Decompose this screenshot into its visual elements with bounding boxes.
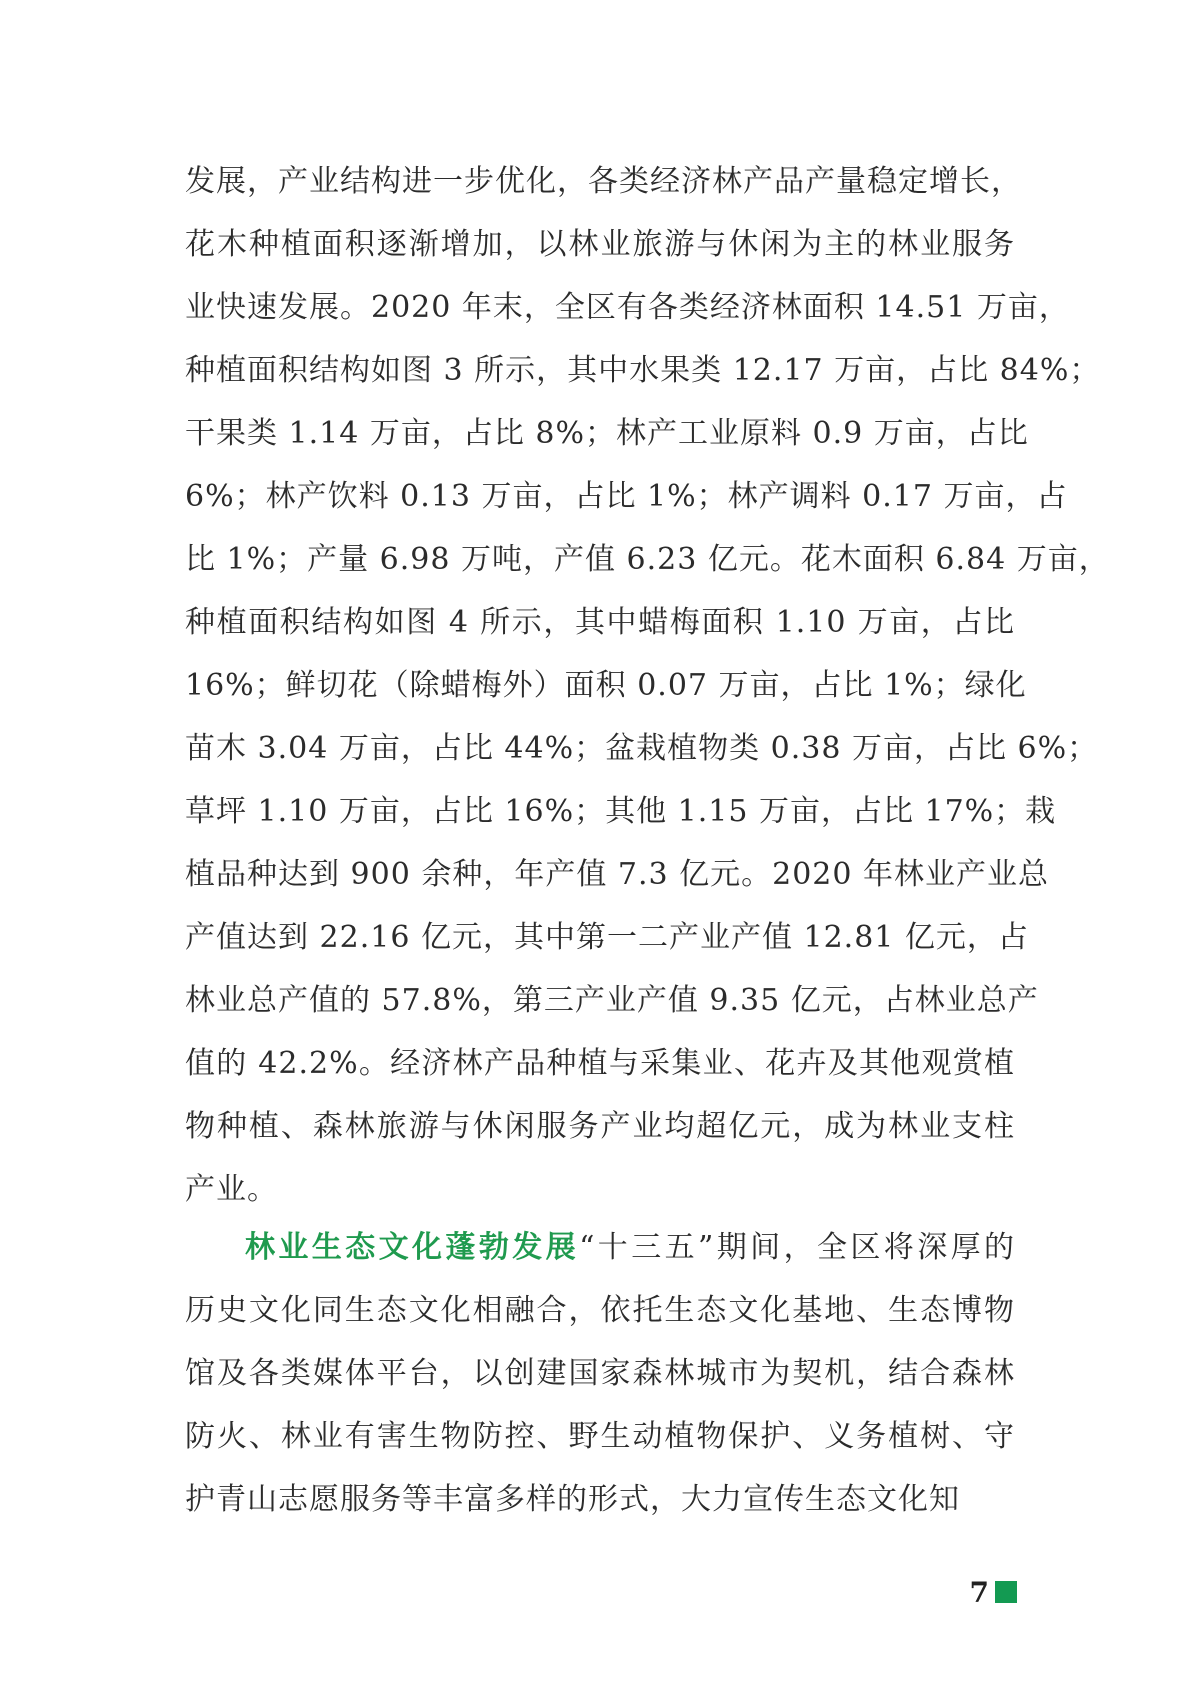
paragraph-ecological-culture: [185, 1216, 1015, 1531]
paragraph-line: 物种植、森林旅游与休闲服务产业均超亿元，成为林业支柱: [185, 1109, 1015, 1144]
paragraph-line: 种植面积结构如图 3 所示，其中水果类 12.17 万亩，占比 84%；: [185, 353, 1101, 388]
paragraph-first-line: [185, 1216, 1015, 1279]
page-footer: [970, 1574, 1017, 1610]
paragraph-line: 种植面积结构如图 4 所示，其中蜡梅面积 1.10 万亩，占比: [185, 605, 1015, 640]
paragraph-line: 草坪 1.10 万亩，占比 16%；其他 1.15 万亩，占比 17%；栽: [185, 794, 1057, 829]
paragraph-line: 发展，产业结构进一步优化，各类经济林产品产量稳定增长，: [185, 164, 1022, 199]
paragraph-line: 苗木 3.04 万亩，占比 44%；盆栽植物类 0.38 万亩，占比 6%；: [185, 731, 1099, 766]
paragraph-economic-forest: [185, 150, 1110, 1221]
paragraph-line: 产值达到 22.16 亿元，其中第一二产业产值 12.81 亿元，占: [185, 920, 1029, 955]
paragraph-line: 干果类 1.14 万亩，占比 8%；林产工业原料 0.9 万亩，占比: [185, 416, 1029, 451]
section-heading: 林业生态文化蓬勃发展: [245, 1230, 580, 1265]
paragraph-first-line-text: “十三五”期间，全区将深厚的: [579, 1230, 1015, 1265]
paragraph-line: 林业总产值的 57.8%，第三产业产值 9.35 亿元，占林业总产: [185, 983, 1039, 1018]
paragraph-line: 16%；鲜切花（除蜡梅外）面积 0.07 万亩，占比 1%；绿化: [185, 668, 1027, 703]
paragraph-line: 花木种植面积逐渐增加，以林业旅游与休闲为主的林业服务: [185, 227, 1015, 262]
paragraph-line: 馆及各类媒体平台，以创建国家森林城市为契机，结合森林: [185, 1356, 1015, 1391]
green-square-icon: [995, 1581, 1017, 1603]
paragraph-line: 值的 42.2%。经济林产品种植与采集业、花卉及其他观赏植: [185, 1046, 1015, 1081]
paragraph-line: 历史文化同生态文化相融合，依托生态文化基地、生态博物: [185, 1293, 1015, 1328]
paragraph-line: 防火、林业有害生物防控、野生动植物保护、义务植树、守: [185, 1419, 1015, 1454]
paragraph-line: 护青山志愿服务等丰富多样的形式，大力宣传生态文化知: [185, 1482, 960, 1517]
page-number: 7: [969, 1575, 989, 1609]
paragraph-line: 植品种达到 900 余种，年产值 7.3 亿元。2020 年林业产业总: [185, 857, 1049, 892]
paragraph-line: 比 1%；产量 6.98 万吨，产值 6.23 亿元。花木面积 6.84 万亩，: [185, 542, 1110, 577]
paragraph-line: 6%；林产饮料 0.13 万亩，占比 1%；林产调料 0.17 万亩，占: [185, 479, 1068, 514]
paragraph-line: 产业。: [185, 1172, 278, 1207]
paragraph-line: 业快速发展。2020 年末，全区有各类经济林面积 14.51 万亩，: [185, 290, 1070, 325]
